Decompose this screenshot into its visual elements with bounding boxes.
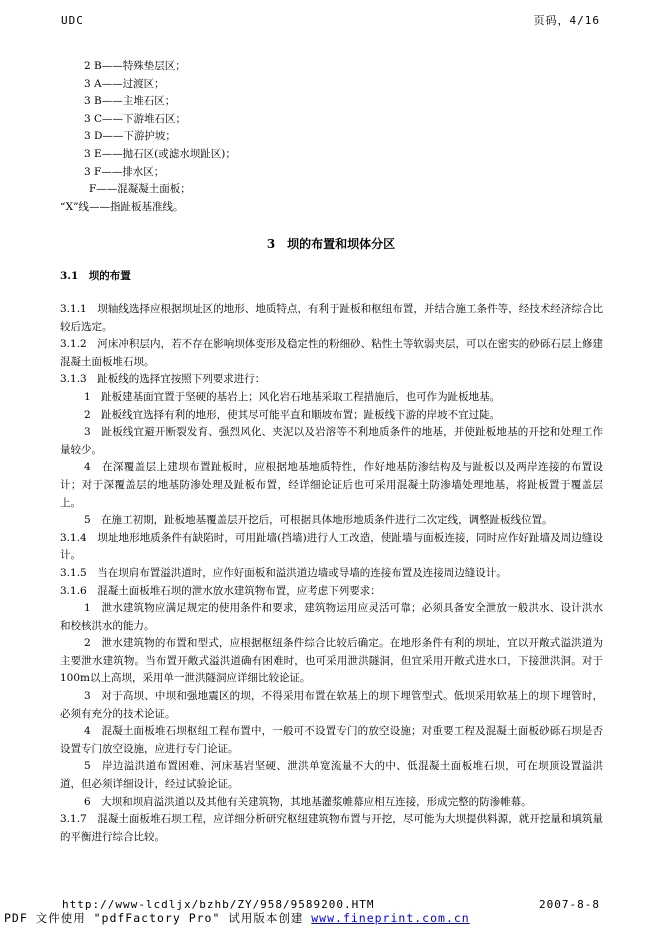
- clause-3-1-6: 3.1.6 混凝土面板堆石坝的泄水放水建筑物布置，应考虑下列要求：: [60, 584, 381, 597]
- list-item: 3 趾板线宜避开断裂发育、强烈风化、夹泥以及岩溶等不利地质条件的地基，并使趾板地基的开挖和处理工作量较少。: [60, 426, 603, 456]
- legend-item: 3 E——抛石区(或滤水坝趾区)；: [84, 147, 236, 160]
- list-item: 6 大坝和坝肩溢洪道以及其他有关建筑物，其地基灌浆帷幕应相互连接，形成完整的防渗帷幕。: [84, 795, 532, 808]
- page-number: 页码，4/16: [533, 14, 600, 27]
- clause-3-1-1: 3.1.1 坝轴线选择应根据坝址区的地形、地质特点，有利于趾板和枢纽布置，并结合施工条件等，经技术经济综合比较后选定。: [60, 303, 603, 333]
- legend-item: “X”线——指趾板基准线。: [60, 200, 184, 213]
- list-item: 5 在施工初期，趾板地基覆盖层开挖后，可根据具体地形地质条件进行二次定线，调整趾板线位置。: [84, 514, 553, 527]
- clause-3-1-7: 3.1.7 混凝土面板堆石坝工程，应详细分析研究枢纽建筑物布置与开挖，尽可能为大坝提供料源，就开挖量和填筑量的平衡进行综合比较。: [60, 813, 603, 843]
- pdf-watermark: [4, 911, 470, 925]
- section-title: 3 坝的布置和坝体分区: [266, 237, 396, 251]
- list-item: 2 泄水建筑物的布置和型式，应根据枢纽条件综合比较后确定。在地形条件有利的坝址，宜以开敞式溢洪道为主要泄水建筑物。当布置开敞式溢洪道确有困难时，也可采用泄洪隧洞，但宜采用开敞式进水口，下接泄洪洞。对于100m以上高坝，采用单一泄洪隧洞应详细比较论证。: [60, 637, 603, 685]
- list-item: 1 趾板建基面宜置于坚硬的基岩上；风化岩石地基采取工程措施后，也可作为趾板地基。: [84, 390, 501, 403]
- clause-3-1-4: 3.1.4 坝址地形地质条件有缺陷时，可用趾墙(挡墙)进行人工改造，使趾墙与面板连接，同时应作好趾墙及周边缝设计。: [60, 531, 603, 562]
- watermark-text: PDF 文件使用 "pdfFactory Pro" 试用版本创建: [4, 911, 312, 925]
- footer-url: http://www-lcdljx/bzhb/ZY/958/9589200.HTM: [62, 898, 375, 911]
- list-item: 1 泄水建筑物应满足规定的使用条件和要求，建筑物运用应灵活可靠；必须具备安全泄放一般洪水、设计洪水和校核洪水的能力。: [60, 602, 603, 632]
- legend-item: 3 B——主堆石区；: [84, 95, 176, 108]
- watermark-link[interactable]: www.fineprint.com.cn: [311, 911, 470, 925]
- footer-date: 2007-8-8: [539, 898, 600, 911]
- legend-item: 3 F——排水区；: [84, 165, 165, 178]
- legend-item: 2 B——特殊垫层区；: [84, 60, 186, 72]
- list-item: 3 对于高坝、中坝和强地震区的坝，不得采用布置在软基上的坝下埋管型式。低坝采用软基上的坝下埋管时，必须有充分的技术论证。: [60, 690, 603, 720]
- clause-3-1-2: 3.1.2 河床冲积层内，若不存在影响坝体变形及稳定性的粉细砂、粘性土等软弱夹层，可以在密实的砂砾石层上修建混凝土面板堆石坝。: [60, 338, 603, 368]
- legend-item: 3 D——下游护坡；: [84, 130, 176, 143]
- clause-3-1-5: 3.1.5 当在坝肩布置溢洪道时，应作好面板和溢洪道边墙或导墙的连接布置及连接周边缝设计。: [60, 566, 507, 579]
- legend-item: 3 C——下游堆石区；: [84, 112, 187, 125]
- list-item: 4 混凝土面板堆石坝枢纽工程布置中，一般可不设置专门的放空设施；对重要工程及混凝土面板砂砾石坝是否设置专门放空设施，应进行专门论证。: [60, 725, 603, 755]
- header-left-label: UDC: [61, 14, 84, 27]
- zone-legend: [60, 58, 620, 216]
- legend-item: 3 A——过渡区；: [84, 77, 165, 90]
- legend-item: F——混凝凝土面板；: [89, 183, 191, 196]
- document-body: [60, 301, 603, 846]
- list-item: 2 趾板线宜选择有利的地形，使其尽可能平直和顺坡布置；趾板线下游的岸坡不宜过陡。: [84, 408, 501, 421]
- list-item: 5 岸边溢洪道布置困难、河床基岩坚硬、泄洪单宽流量不大的中、低混凝土面板堆石坝，可在坝顶设置溢洪道，但必须详细设计，经过试验论证。: [60, 760, 603, 791]
- clause-3-1-3: 3.1.3 趾板线的选择宜按照下列要求进行：: [60, 373, 266, 386]
- subsection-title: 3.1 坝的布置: [60, 270, 131, 282]
- list-item: 4 在深覆盖层上建坝布置趾板时，应根据地基地质特性，作好地基防渗结构及与趾板以及两岸连接的布置设计；对于深覆盖层的地基防渗处理及趾板布置，经详细论证后也可采用混凝土防渗墙处理地基，将趾板置于覆盖层上。: [60, 461, 603, 509]
